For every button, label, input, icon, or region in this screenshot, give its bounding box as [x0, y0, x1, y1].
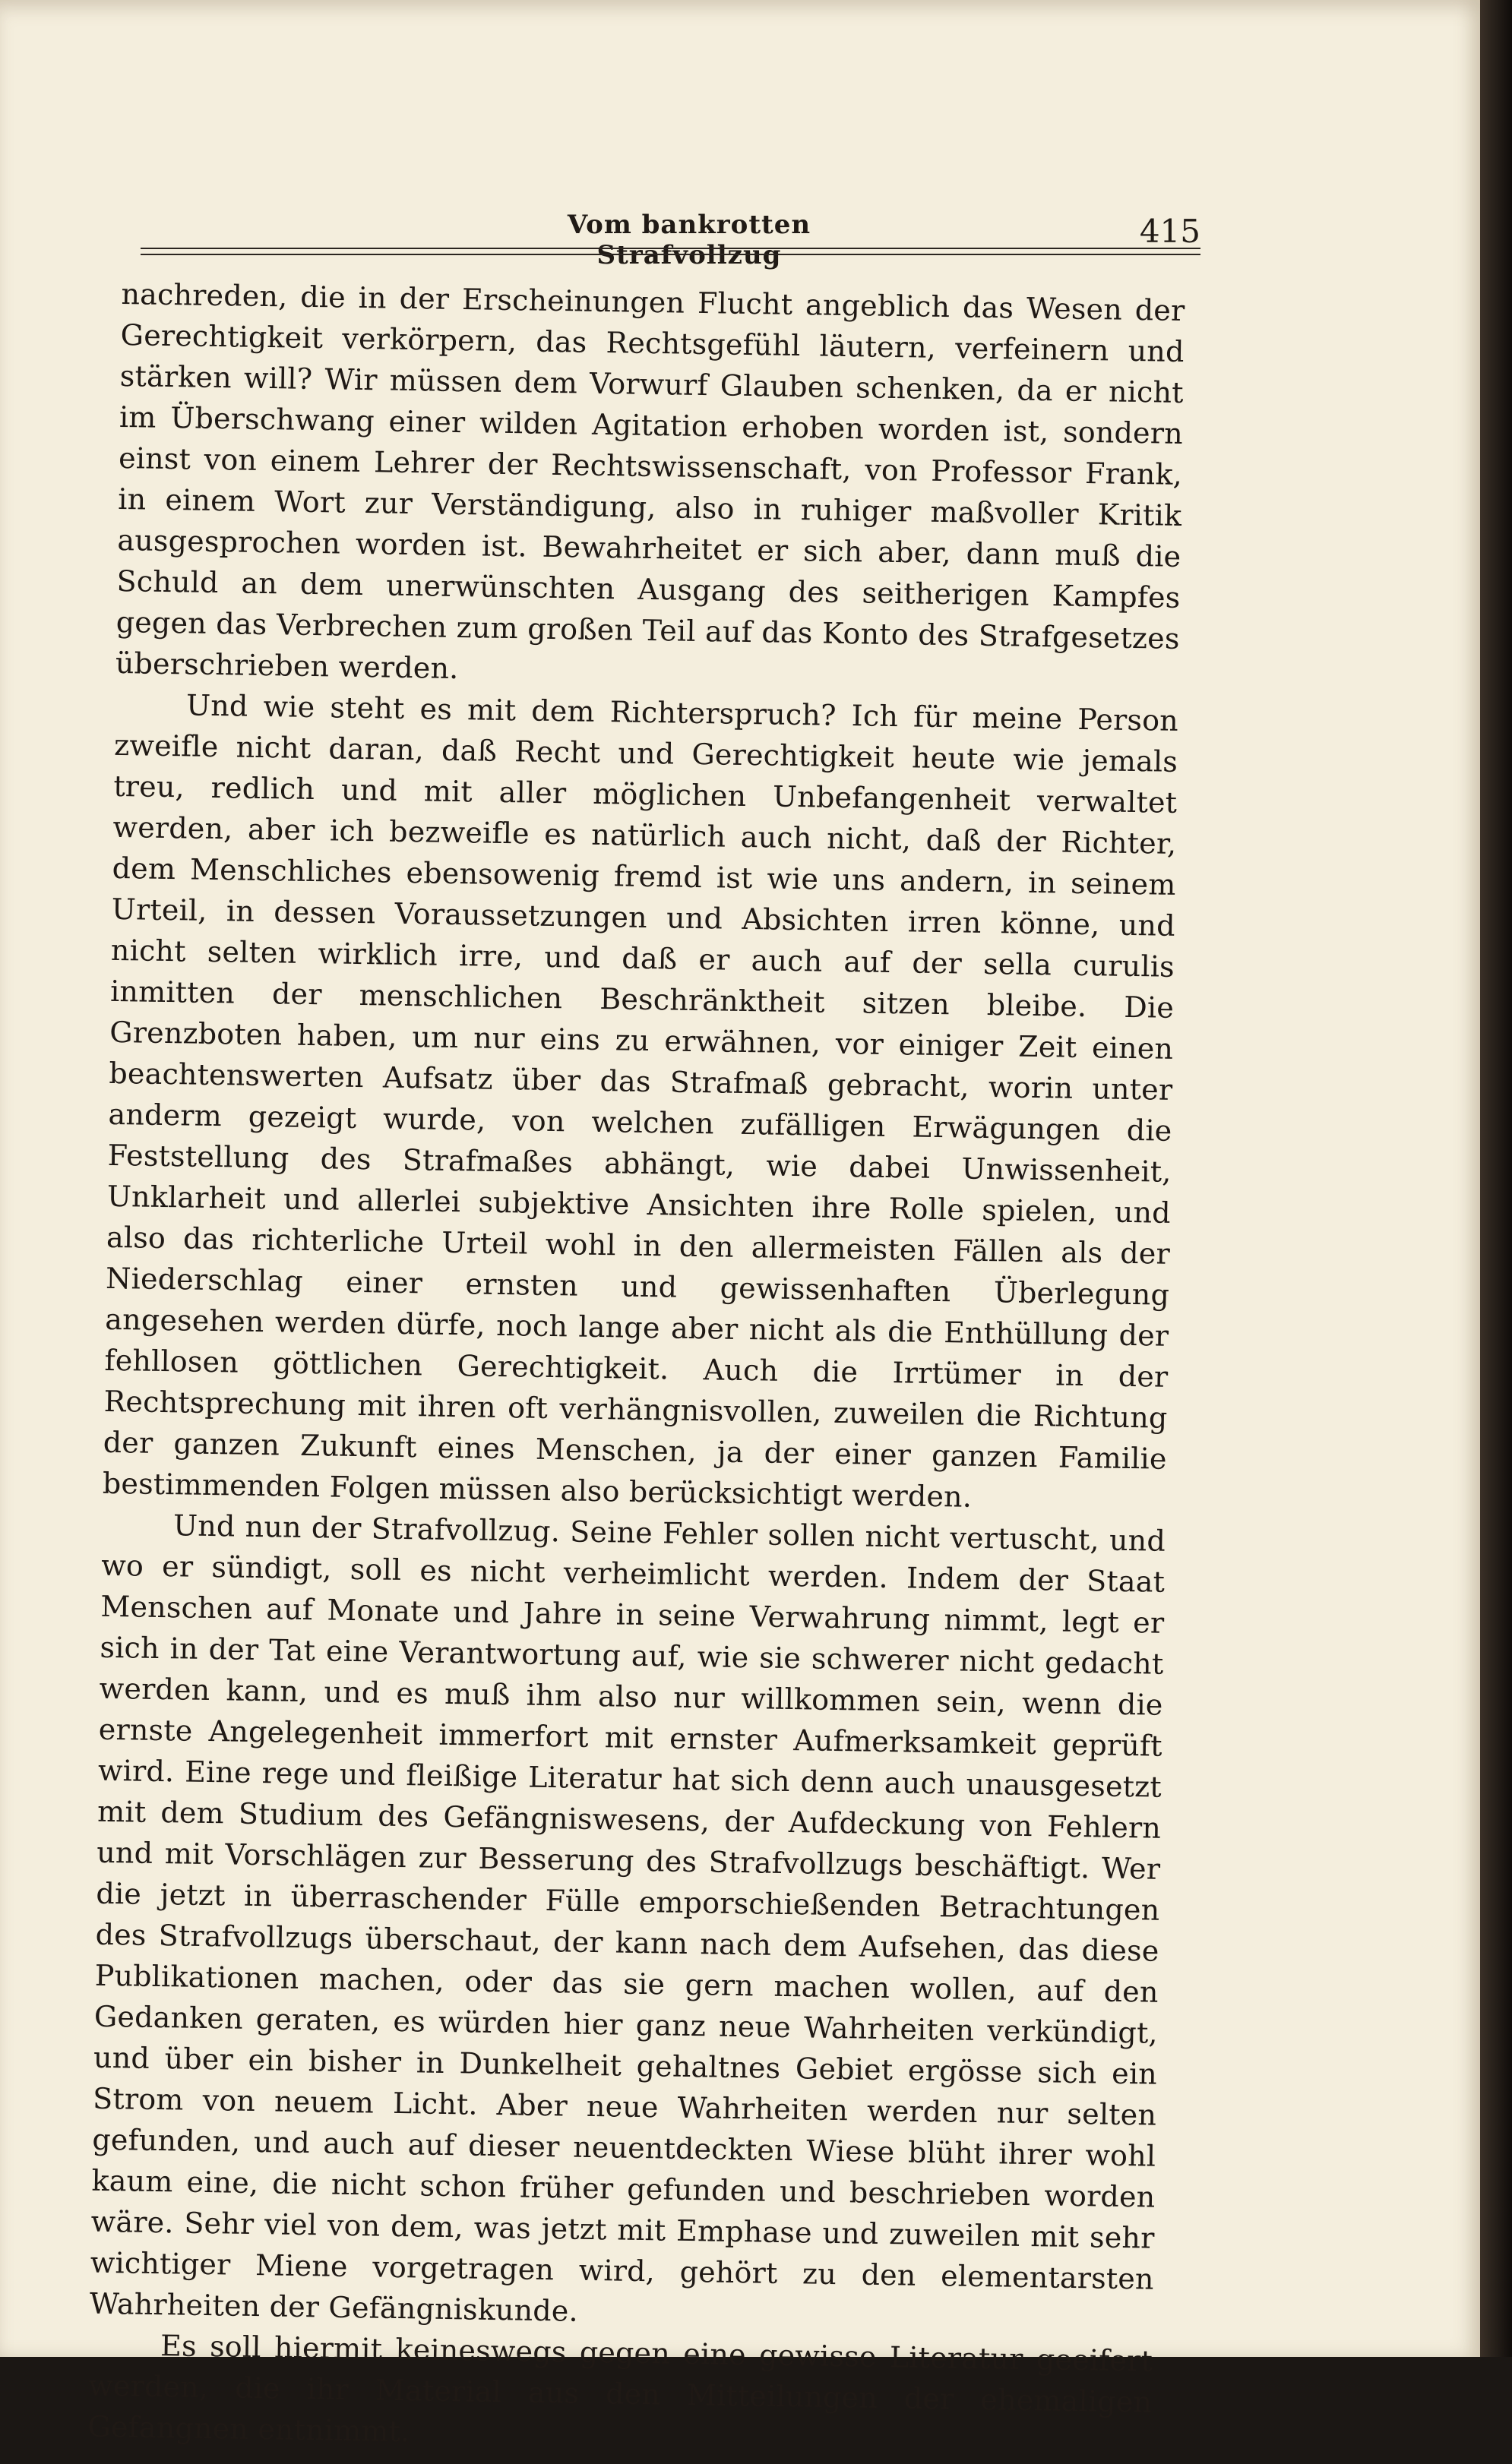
page-number: 415 — [1139, 213, 1200, 250]
body-text — [87, 273, 1185, 2464]
page-header — [141, 205, 1200, 270]
paragraph: Und wie steht es mit dem Richterspruch? Ich für meine Person zweifle nicht daran, daß Recht und Gerechtigkeit heute wie jemals treu, redlich und mit aller möglichen Unbefangenheit verwaltet werden, aber ich bezweifle es natürlich auch nicht, daß der Richter, dem Menschliches ebensowenig fremd ist wie uns andern, in seinem Urteil, in dessen Voraussetzungen und Absichten irren könne, und nicht selten wirklich irre, und daß er auch auf der sella curulis inmitten der menschlichen Beschränktheit sitzen bleibe. Die Grenzboten haben, um nur eins zu erwähnen, vor einiger Zeit einen beachtenswerten Aufsatz über das Strafmaß gebracht, worin unter anderm gezeigt wurde, von welchen zufälligen Erwägungen die Feststellung des Strafmaßes abhängt, wie dabei Unwissenheit, Unklarheit und allerlei subjektive Ansichten ihre Rolle spielen, und also das richterliche Urteil wohl in den allermeisten Fällen als der Niederschlag einer ernsten und gewissenhaften Überlegung angesehen werden dürfe, noch lange aber nicht als die Enthüllung der fehllosen göttlichen Gerechtigkeit. Auch die Irrtümer in der Rechtsprechung mit ihren oft verhängnisvollen, zuweilen die Richtung der ganzen Zukunft eines Menschen, ja der einer ganzen Familie bestimmenden Folgen müssen also berücksichtigt werden. — [102, 688, 1179, 1514]
paragraph: Und nun der Strafvollzug. Seine Fehler sollen nicht vertuscht, und wo er sündigt, soll es nicht verheimlicht werden. Indem der Staat Menschen auf Monate und Jahre in seine Verwahrung nimmt, legt er sich in der Tat eine Verantwortung auf, wie sie schwerer nicht gedacht werden kann, und es muß ihm also nur willkommen sein, wenn die ernste Angelegenheit immerfort mit ernster Aufmerksamkeit geprüft wird. Eine rege und fleißige Literatur hat sich denn auch unausgesetzt mit dem Studium des Gefängniswesens, der Aufdeckung von Fehlern und mit Vorschlägen zur Besserung des Strafvollzugs beschäftigt. Wer die jetzt in überraschender Fülle emporschießenden Betrachtungen des Strafvollzugs überschaut, der kann nach dem Aufsehen, das diese Publikationen machen, oder das sie gern machen wollen, auf den Gedanken geraten, es würden hier ganz neue Wahrheiten verkündigt, und über ein bisher in Dunkelheit gehaltnes Gebiet ergösse sich ein Strom von neuem Licht. Aber neue Wahrheiten werden nur selten gefunden, und auch auf dieser neuentdeckten Wiese blüht ihrer wohl kaum eine, die nicht schon früher gefunden und beschrieben worden wäre. Sehr viel von dem, was jetzt mit Emphase und zuweilen mit sehr wichtiger Miene vorgetragen wird, gehört zu den elementarsten Wahrheiten der Gefängniskunde. — [89, 1508, 1166, 2328]
running-title: Vom bankrotten Strafvollzug — [567, 210, 811, 270]
paragraph: nachreden, die in der Erscheinungen Flucht angeblich das Wesen der Gerechtigkeit verkörpern, das Rechtsgefühl läutern, verfeinern und stärken will? Wir müssen dem Vorwurf Glauben schenken, da er nicht im Überschwang einer wilden Agitation erhoben worden ist, sondern einst von einem Lehrer der Rechtswissenschaft, von Professor Frank, in einem Wort zur Verständigung, also in ruhiger maßvoller Kritik ausgesprochen worden ist. Bewahrheitet er sich aber, dann muß die Schuld an dem unerwünschten Ausgang des seitherigen Kampfes gegen das Verbrechen zum großen Teil auf das Konto des Strafgesetzes überschrieben werden. — [115, 276, 1185, 686]
page-edge-shadow — [1480, 0, 1512, 2357]
header-rule — [141, 248, 1200, 255]
paragraph: Es soll hiermit keineswegs gegen eine gewisse Literatur geeifert werden, die ihr Material aus den Mitteilungen der ehemaligen Gefangnen entnimmt. — [87, 2329, 1153, 2449]
